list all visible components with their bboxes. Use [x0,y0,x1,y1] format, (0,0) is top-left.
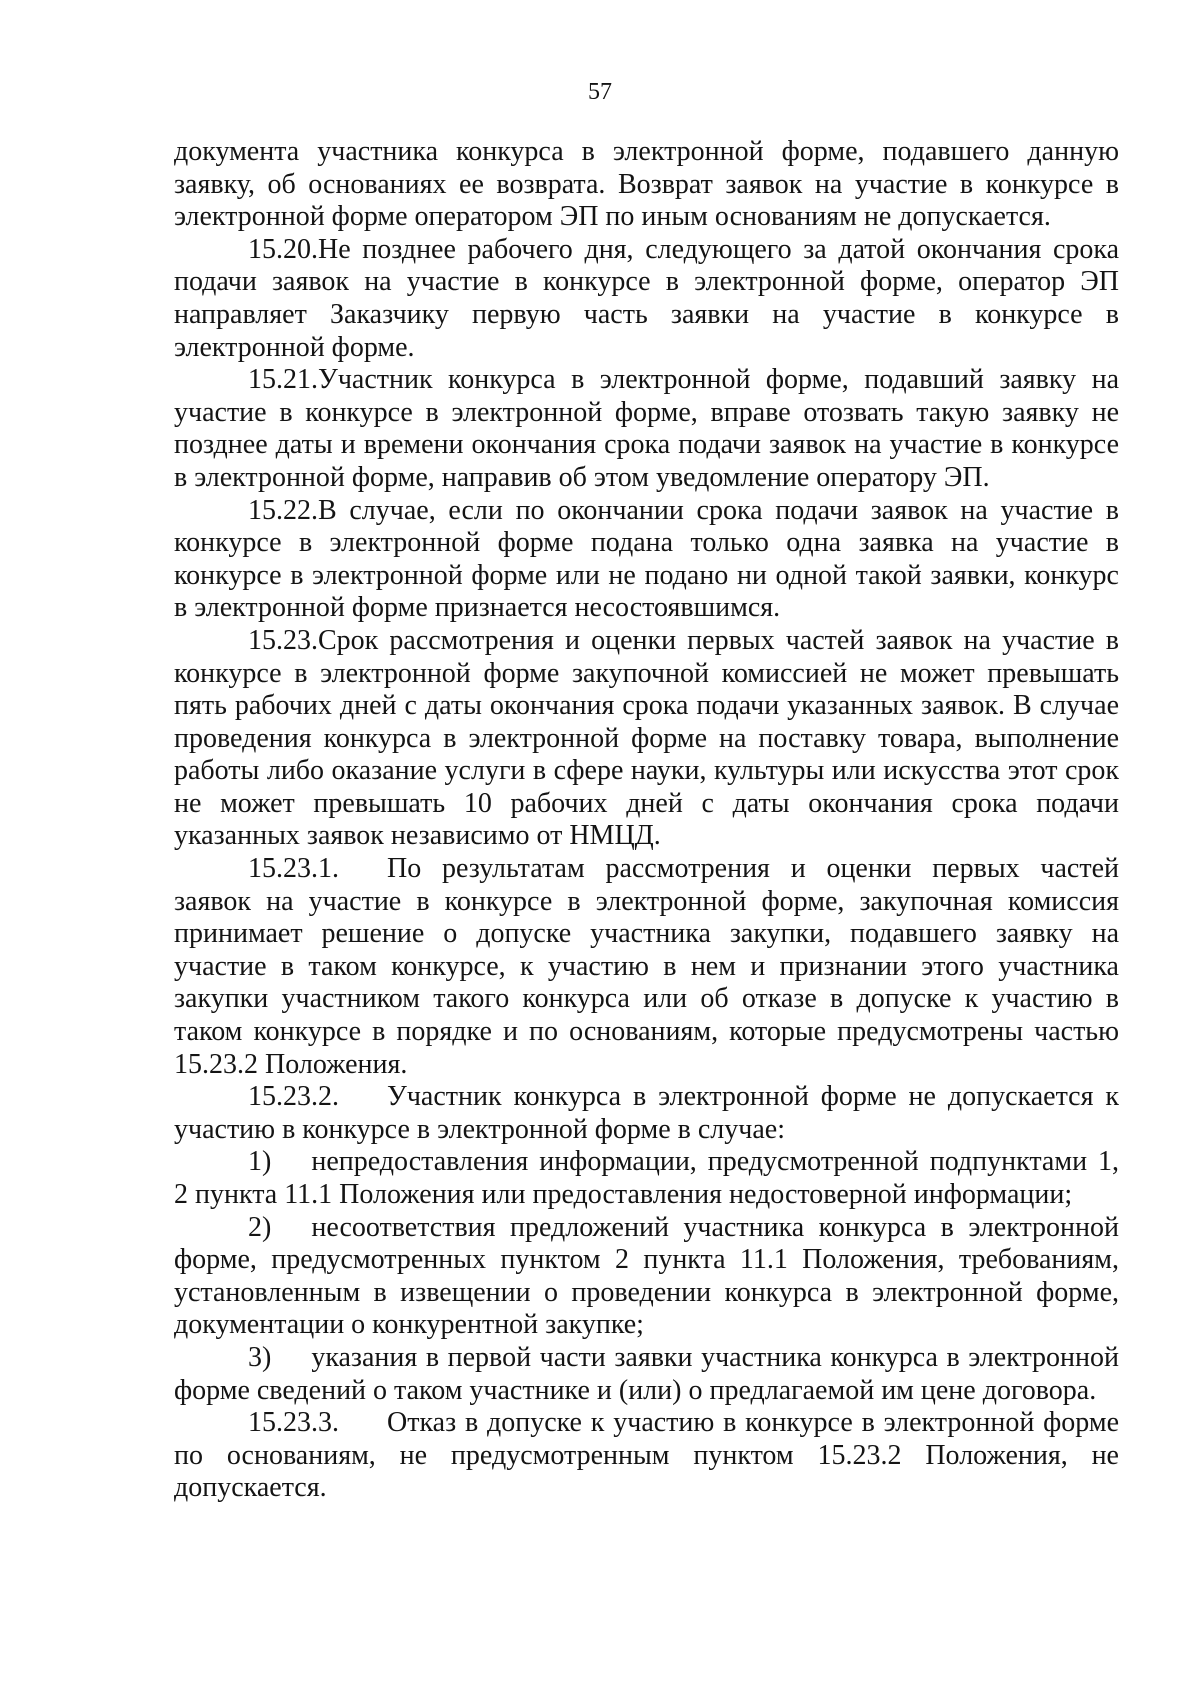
list-item-text: указания в первой части заявки участника конкурса в электронной форме сведений о таком участнике и (или) о предлагаемой им цене договора. [174,1341,1119,1406]
paragraph-text: По результатам рассмотрения и оценки первых частей заявок на участие в конкурсе в электронной форме, закупочная комиссия принимает решение о допуске участника закупки, подавшего заявку на участие в таком конкурсе, к участию в нем и признании этого участника закупки участником такого конкурса или об отказе в допуске к участию в таком конкурсе в порядке и по основаниям, которые предусмотрены частью 15.23.2 Положения. [174,853,1119,1080]
list-item-3 [174,1342,1119,1407]
paragraph-text: Отказ в допуске к участию в конкурсе в электронной форме по основаниям, не предусмотренным пунктом 15.23.2 Положения, не допускается. [174,1407,1119,1504]
list-item-number: 2) [248,1211,272,1243]
list-item-2 [174,1212,1119,1342]
clause-number: 15.23.2. [248,1081,339,1113]
paragraph-text: В случае, если по окончании срока подачи заявок на участие в конкурсе в электронной форме подана только одна заявка на участие в конкурсе в электронной форме или не подано ни одной такой заявки, конкурс в электронной форме признается несостоявшимся. [174,494,1119,624]
clause-number: 15.21. [248,364,318,396]
paragraph-15-23 [174,625,1119,853]
paragraph-15-21 [174,364,1119,494]
paragraph-text: документа участника конкурса в электронной форме, подавшего данную заявку, об основаниях ее возврата. Возврат заявок на участие в конкурсе в электронной форме оператором ЭП по иным основаниям не допускается. [174,136,1119,233]
paragraph-15-23-1 [174,853,1119,1081]
list-item-number: 3) [248,1341,272,1373]
clause-number: 15.23.1. [248,853,339,885]
page-number: 57 [588,79,612,105]
list-item-text: несоответствия предложений участника конкурса в электронной форме, предусмотренных пунктом 2 пункта 11.1 Положения, требованиям, установленным в извещении о проведении конкурса в электронной форме, документации о конкурентной закупке; [174,1211,1119,1341]
paragraph-15-23-2 [174,1081,1119,1146]
list-item-text: непредоставления информации, предусмотренной подпунктами 1, 2 пункта 11.1 Положения или предоставления недостоверной информации; [174,1146,1119,1210]
list-item-1 [174,1146,1119,1211]
list-item-number: 1) [248,1146,272,1178]
clause-number: 15.20. [248,233,318,265]
paragraph-15-23-3 [174,1407,1119,1505]
clause-number: 15.23.3. [248,1407,339,1439]
clause-number: 15.22. [248,494,318,526]
clause-number: 15.23. [248,624,318,656]
paragraph-15-22 [174,495,1119,625]
document-body [174,136,1119,1505]
paragraph-text: Срок рассмотрения и оценки первых частей заявок на участие в конкурсе в электронной форме закупочной комиссией не может превышать пять рабочих дней с даты окончания срока подачи указанных заявок. В случае проведения конкурса в электронной форме на поставку товара, выполнение работы либо оказание услуги в сфере науки, культуры или искусства этот срок не может превышать 10 рабочих дней с даты окончания срока подачи указанных заявок независимо от НМЦД. [174,624,1119,852]
paragraph-text: Участник конкурса в электронной форме не допускается к участию в конкурсе в электронной форме в случае: [174,1081,1119,1145]
paragraph-15-20 [174,234,1119,364]
paragraph-text: Участник конкурса в электронной форме, подавший заявку на участие в конкурсе в электронной форме, вправе отозвать такую заявку не позднее даты и времени окончания срока подачи заявок на участие в конкурсе в электронной форме, направив об этом уведомление оператору ЭП. [174,364,1119,493]
paragraph-text: Не позднее рабочего дня, следующего за датой окончания срока подачи заявок на участие в конкурсе в электронной форме, оператор ЭП направляет Заказчику первую часть заявки на участие в конкурсе в электронной форме. [174,233,1119,363]
paragraph-continuation [174,136,1119,234]
